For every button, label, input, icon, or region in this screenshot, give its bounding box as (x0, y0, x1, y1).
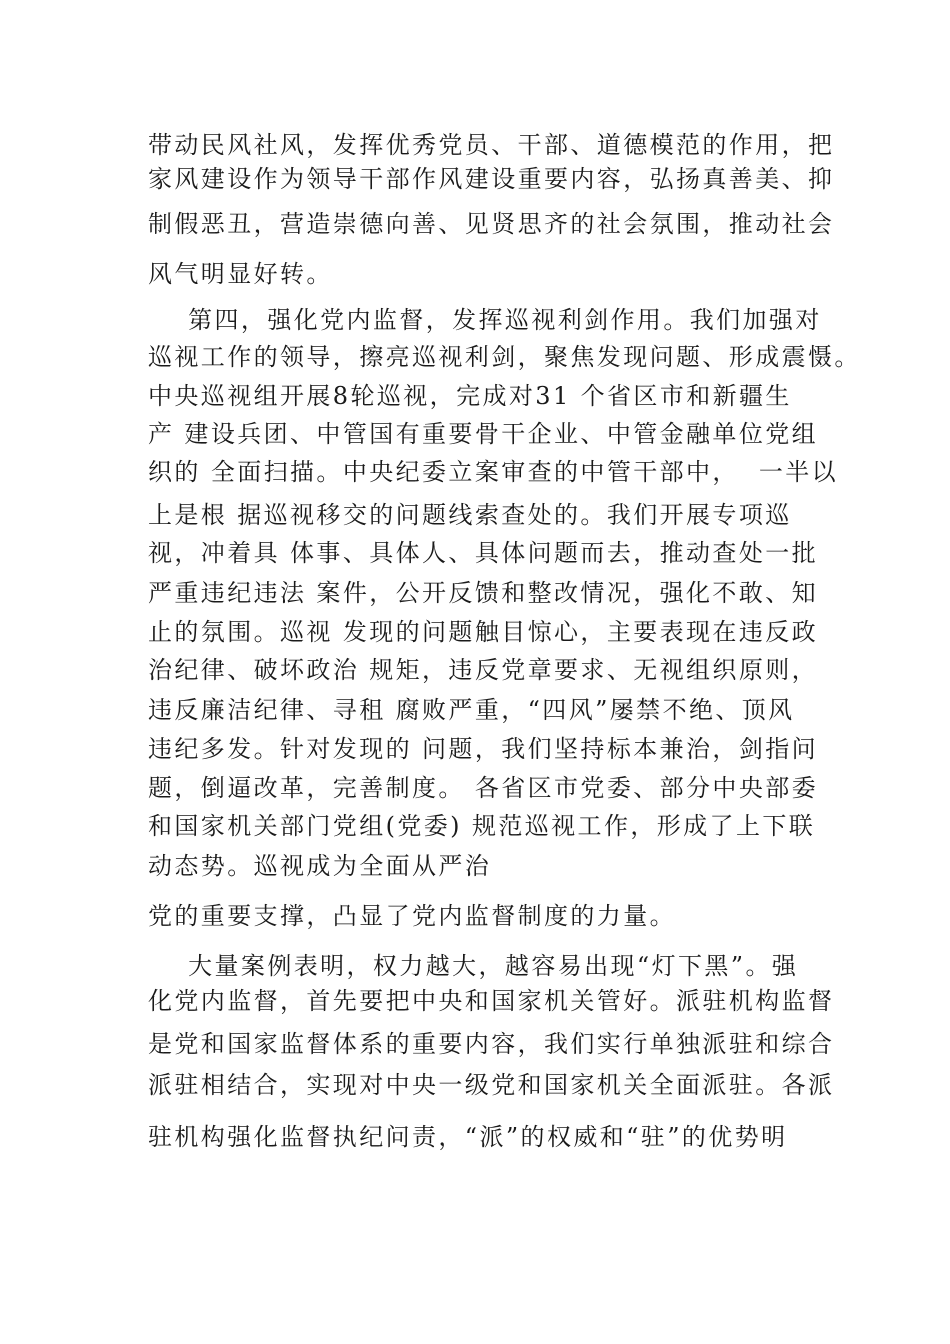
text-line: 第四，强化党内监督，发挥巡视利剑作用。我们加强对 (148, 306, 822, 334)
text-line: 党的重要支撑，凸显了党内监督制度的力量。 (148, 902, 676, 930)
text-line: 中央巡视组开展8轮巡视，完成对31 个省区市和新疆生 (148, 382, 792, 410)
text-line: 视，冲着具 体事、具体人、具体问题而去，推动查处一批 (148, 539, 819, 567)
text-line: 违反廉洁纪律、寻租 腐败严重，“四风”屡禁不绝、顶风 (148, 696, 795, 724)
text-line: 题，倒逼改革，完善制度。 各省区市党委、部分中央部委 (148, 774, 819, 802)
text-line: 违纪多发。针对发现的 问题，我们坚持标本兼治，剑指问 (148, 735, 819, 763)
text-line: 派驻相结合，实现对中央一级党和国家机关全面派驻。各派 (148, 1071, 835, 1099)
text-line: 和国家机关部门党组(党委) 规范巡视工作，形成了上下联 (148, 812, 816, 840)
text-line: 风气明显好转。 (148, 260, 333, 288)
text-line: 是党和国家监督体系的重要内容，我们实行单独派驻和综合 (148, 1030, 835, 1058)
text-line: 巡视工作的领导，擦亮巡视利剑，聚焦发现问题、形成震慑。 (148, 343, 861, 371)
text-line: 上是根 据巡视移交的问题线索查处的。我们开展专项巡 (148, 501, 792, 529)
text-line: 动态势。巡视成为全面从严治 (148, 852, 492, 880)
text-line: 治纪律、破坏政治 规矩，违反党章要求、无视组织原则， (148, 656, 819, 684)
text-line: 产 建设兵团、中管国有重要骨干企业、中管金融单位党组 (148, 420, 819, 448)
text-line: 制假恶丑，营造崇德向善、见贤思齐的社会氛围，推动社会 (148, 210, 835, 238)
text-line: 驻机构强化监督执纪问责，“派”的权威和“驻”的优势明 (148, 1123, 788, 1151)
text-line: 大量案例表明，权力越大，越容易出现“灯下黑”。强 (148, 952, 799, 980)
text-line: 严重违纪违法 案件，公开反馈和整改情况，强化不敢、知 (148, 579, 819, 607)
text-line: 带动民风社风，发挥优秀党员、干部、道德模范的作用，把 (148, 131, 835, 159)
text-line: 化党内监督，首先要把中央和国家机关管好。派驻机构监督 (148, 987, 835, 1015)
text-line: 家风建设作为领导干部作风建设重要内容，弘扬真善美、抑 (148, 165, 835, 193)
text-line: 织的 全面扫描。中央纪委立案审查的中管干部中， 一半以 (148, 458, 839, 486)
text-line: 止的氛围。巡视 发现的问题触目惊心，主要表现在违反政 (148, 618, 819, 646)
